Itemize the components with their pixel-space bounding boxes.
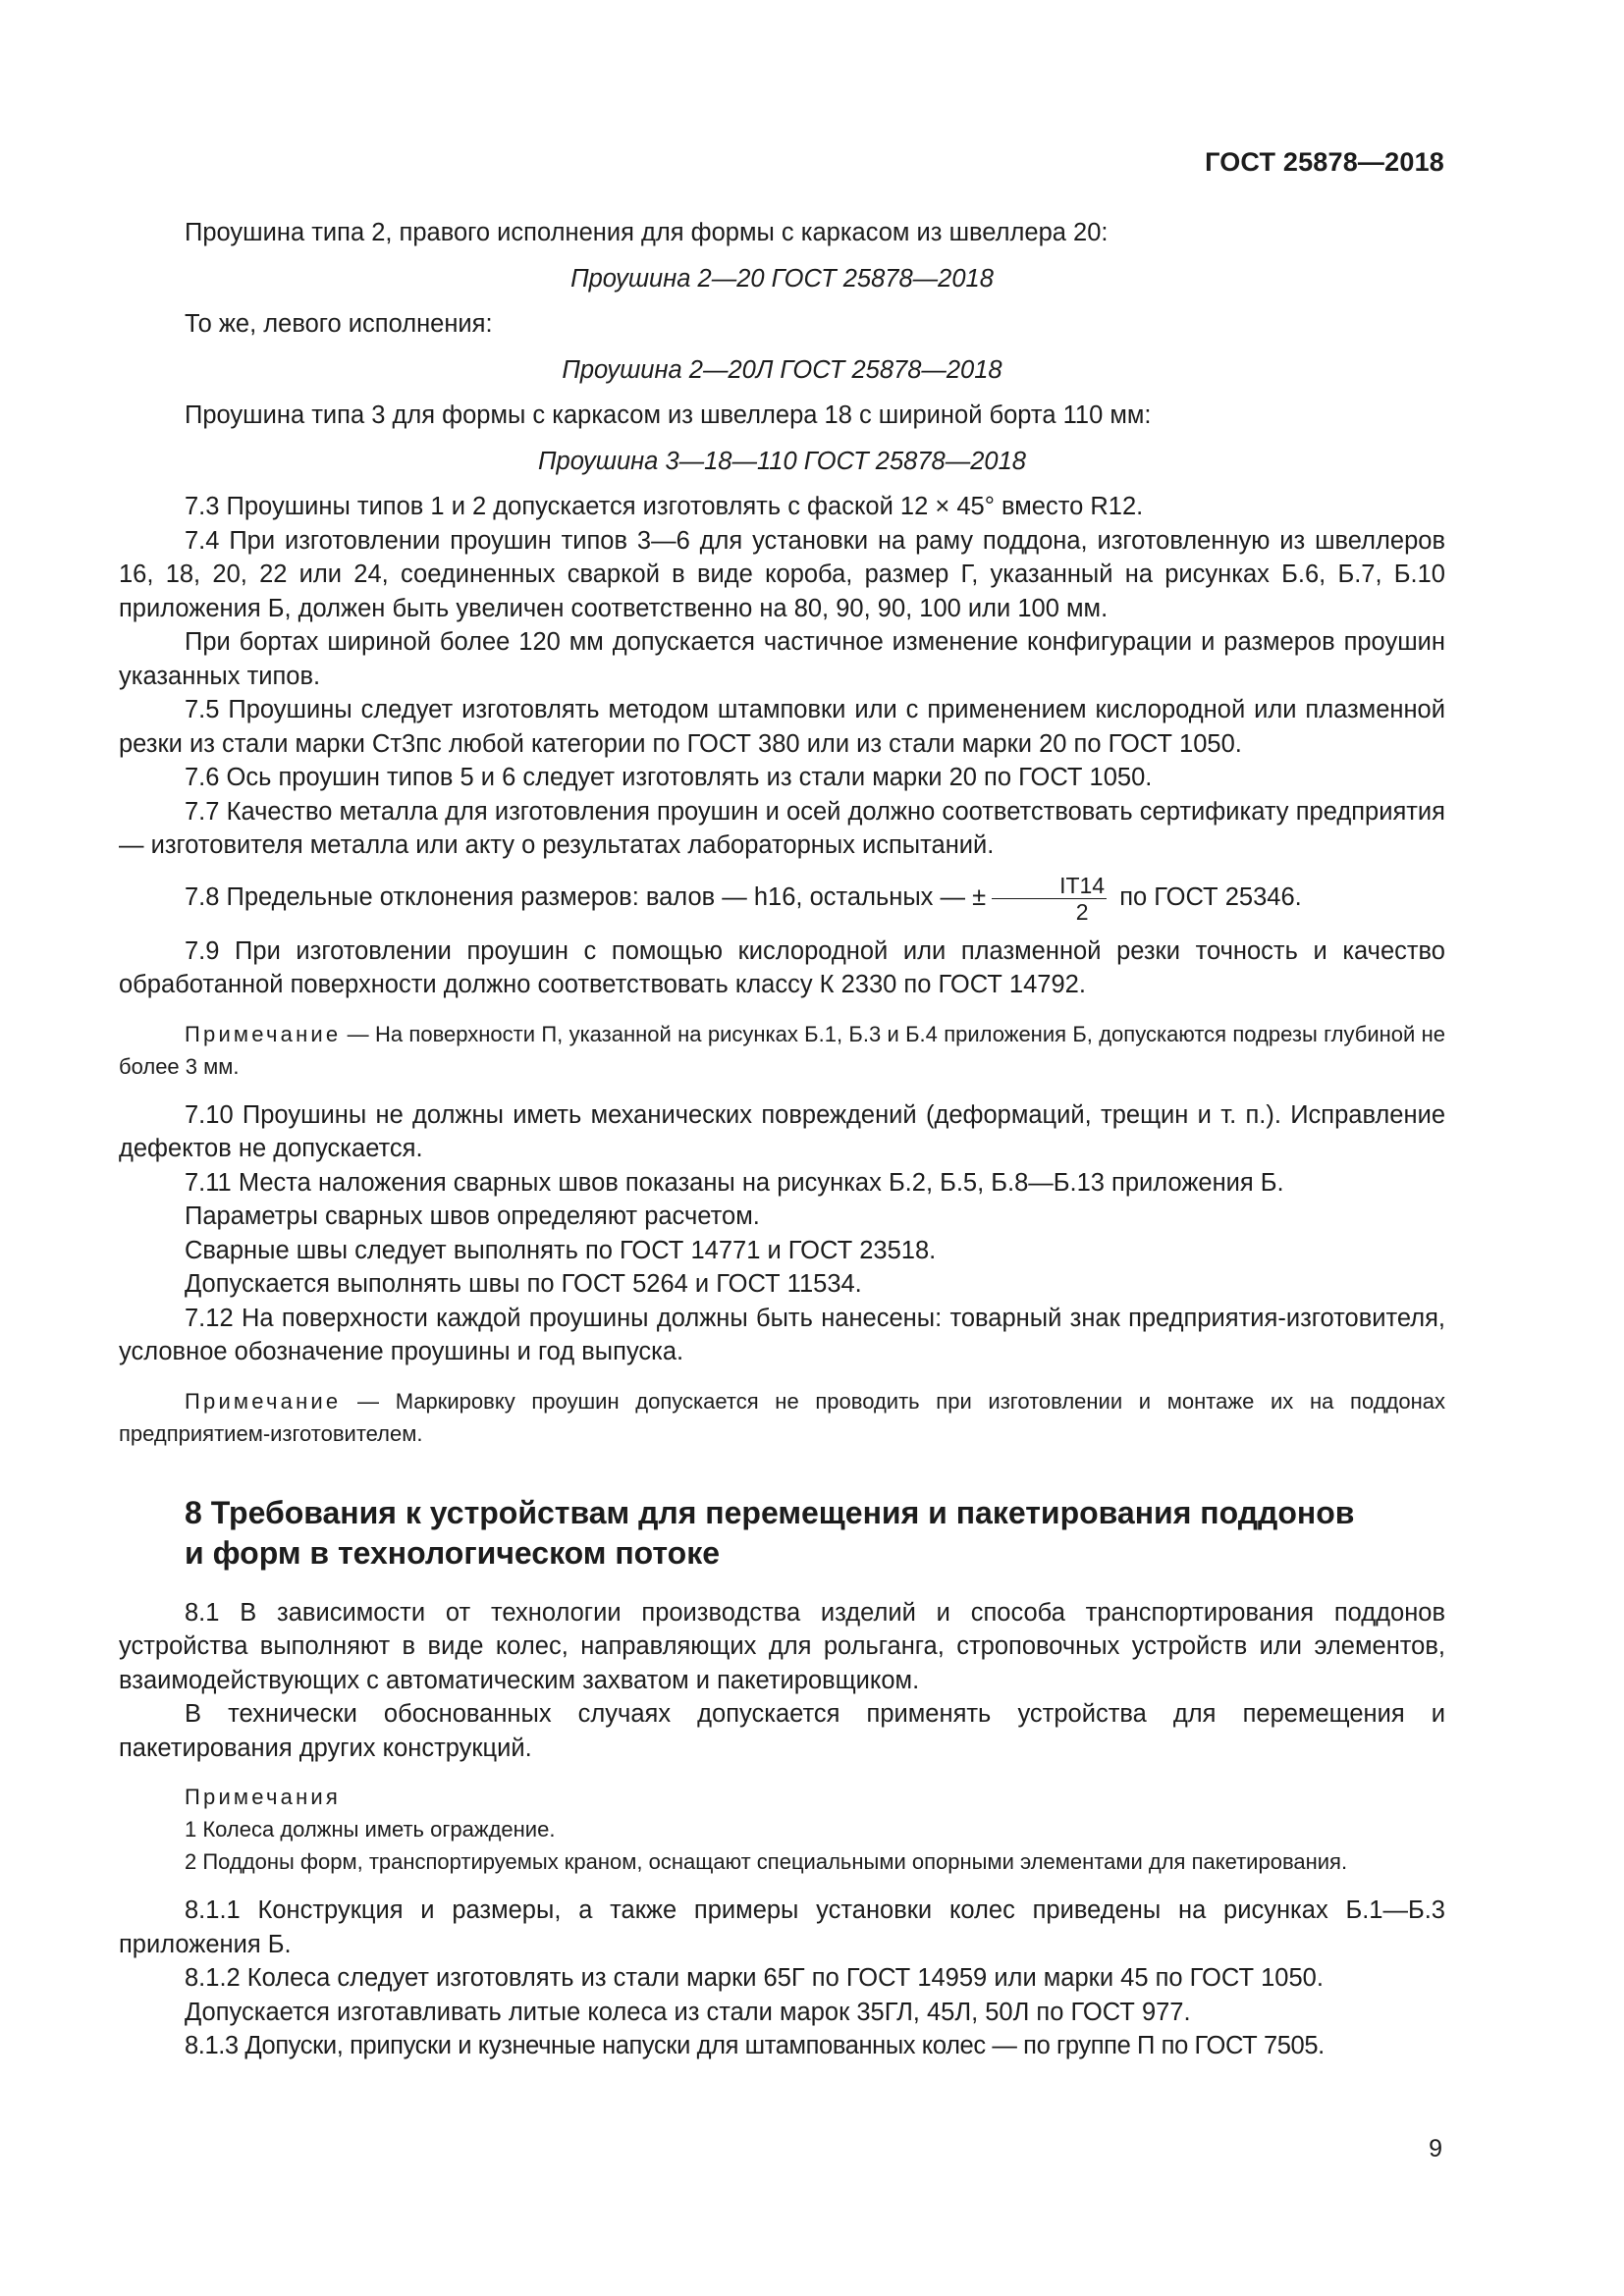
fraction-denominator: 2 — [1075, 898, 1089, 925]
clause-7-8-text: 7.8 Предельные отклонения размеров: валов — h16, остальных — ± — [185, 882, 987, 911]
tolerance-fraction — [992, 873, 1107, 925]
note-text: — На поверхности П, указанной на рисунках Б.1, Б.3 и Б.4 приложения Б, допускаются подрезы глубиной не более 3 мм. — [119, 1021, 1445, 1079]
paragraph: Проушина типа 2, правого исполнения для формы с каркасом из швеллера 20: — [185, 219, 1109, 246]
clause-8-1-3: 8.1.3 Допуски, припуски и кузнечные напуски для штампованных колес — по группе П по ГОСТ 7505. — [185, 2032, 1325, 2059]
notes-label: Примечания — [185, 1785, 342, 1809]
paragraph: Допускается выполнять швы по ГОСТ 5264 и ГОСТ 11534. — [185, 1270, 862, 1298]
note-text: — Маркировку проушин допускается не проводить при изготовлении и монтаже их на поддонах предприятием-изготовителем. — [119, 1388, 1445, 1446]
section-heading-line: 8 Требования к устройствам для перемещения и пакетирования поддонов — [185, 1494, 1355, 1530]
clause-8-1-2: 8.1.2 Колеса следует изготовлять из стали марки 65Г по ГОСТ 14959 или марки 45 по ГОСТ 1050. — [185, 1964, 1324, 1992]
clause-8-1: 8.1 В зависимости от технологии производства изделий и способа транспортирования поддонов устройства выполняют в виде колес, направляющих для рольганга, строповочных устройств или элементов, взаимодействующих с автоматическим захватом и пакетировщиком. — [119, 1598, 1445, 1694]
document-body — [119, 216, 1445, 2063]
document-header: ГОСТ 25878—2018 — [1205, 147, 1444, 177]
clause-7-12: 7.12 На поверхности каждой проушины должны быть нанесены: товарный знак предприятия-изготовителя, условное обозначение проушины и год выпуска. — [119, 1304, 1445, 1365]
clause-7-6: 7.6 Ось проушин типов 5 и 6 следует изготовлять из стали марки 20 по ГОСТ 1050. — [185, 764, 1153, 791]
section-heading-8 — [119, 1493, 1445, 1574]
section-heading-line: и форм в технологическом потоке — [185, 1534, 721, 1571]
designation-example: Проушина 2—20 ГОСТ 25878—2018 — [570, 264, 994, 293]
note-label: Примечание — [185, 1388, 342, 1414]
clause-7-7: 7.7 Качество металла для изготовления проушин и осей должно соответствовать сертификату предприятия — изготовителя металла или акту о результатах лабораторных испытаний. — [119, 797, 1445, 859]
page-number: 9 — [1429, 2135, 1442, 2163]
clause-8-1-1: 8.1.1 Конструкция и размеры, а также примеры установки колес приведены на рисунках Б.1—Б.3 приложения Б. — [119, 1896, 1445, 1958]
paragraph: В технически обоснованных случаях допускается применять устройства для перемещения и пакетирования других конструкций. — [119, 1700, 1445, 1762]
clause-7-9: 7.9 При изготовлении проушин с помощью кислородной или плазменной резки точность и качество обработанной поверхности должно соответствовать классу К 2330 по ГОСТ 14792. — [119, 936, 1445, 998]
note — [119, 1018, 1445, 1083]
clause-7-3: 7.3 Проушины типов 1 и 2 допускается изготовлять с фаской 12 × 45° вместо R12. — [185, 493, 1144, 520]
clause-7-11: 7.11 Места наложения сварных швов показаны на рисунках Б.2, Б.5, Б.8—Б.13 приложения Б. — [185, 1168, 1284, 1197]
designation-example: Проушина 2—20Л ГОСТ 25878—2018 — [562, 355, 1002, 384]
fraction-numerator: IT14 — [992, 873, 1107, 899]
clause-7-8 — [119, 873, 1445, 925]
note-label: Примечание — [185, 1021, 342, 1046]
note-item: 2 Поддоны форм, транспортируемых краном, оснащают специальными опорными элементами для пакетирования. — [185, 1849, 1348, 1874]
paragraph: Допускается изготавливать литые колеса из стали марок 35ГЛ, 45Л, 50Л по ГОСТ 977. — [185, 1998, 1191, 2026]
note — [119, 1385, 1445, 1450]
paragraph: Проушина типа 3 для формы с каркасом из швеллера 18 с шириной борта 110 мм: — [185, 401, 1152, 429]
designation-example: Проушина 3—18—110 ГОСТ 25878—2018 — [538, 447, 1026, 475]
paragraph: То же, левого исполнения: — [185, 310, 493, 338]
clause-7-5: 7.5 Проушины следует изготовлять методом штамповки или с применением кислородной или плазменной резки из стали марки Ст3пс любой категории по ГОСТ 380 или из стали марки 20 по ГОСТ 1050. — [119, 696, 1445, 758]
paragraph: При бортах шириной более 120 мм допускается частичное изменение конфигурации и размеров проушин указанных типов. — [119, 628, 1445, 690]
clause-7-8-suffix: по ГОСТ 25346. — [1119, 882, 1302, 911]
clause-7-10: 7.10 Проушины не должны иметь механических повреждений (деформаций, трещин и т. п.). Исправление дефектов не допускается. — [119, 1100, 1445, 1162]
paragraph: Параметры сварных швов определяют расчетом. — [185, 1202, 760, 1230]
clause-7-4: 7.4 При изготовлении проушин типов 3—6 для установки на раму поддона, изготовленную из швеллеров 16, 18, 20, 22 или 24, соединенных сваркой в виде короба, размер Г, указанный на рисунках Б.6, Б.7, Б.10 приложения Б, должен быть увеличен соответственно на 80, 90, 90, 100 или 100 мм. — [119, 526, 1445, 622]
paragraph: Сварные швы следует выполнять по ГОСТ 14771 и ГОСТ 23518. — [185, 1236, 937, 1264]
note-item: 1 Колеса должны иметь ограждение. — [185, 1817, 556, 1842]
